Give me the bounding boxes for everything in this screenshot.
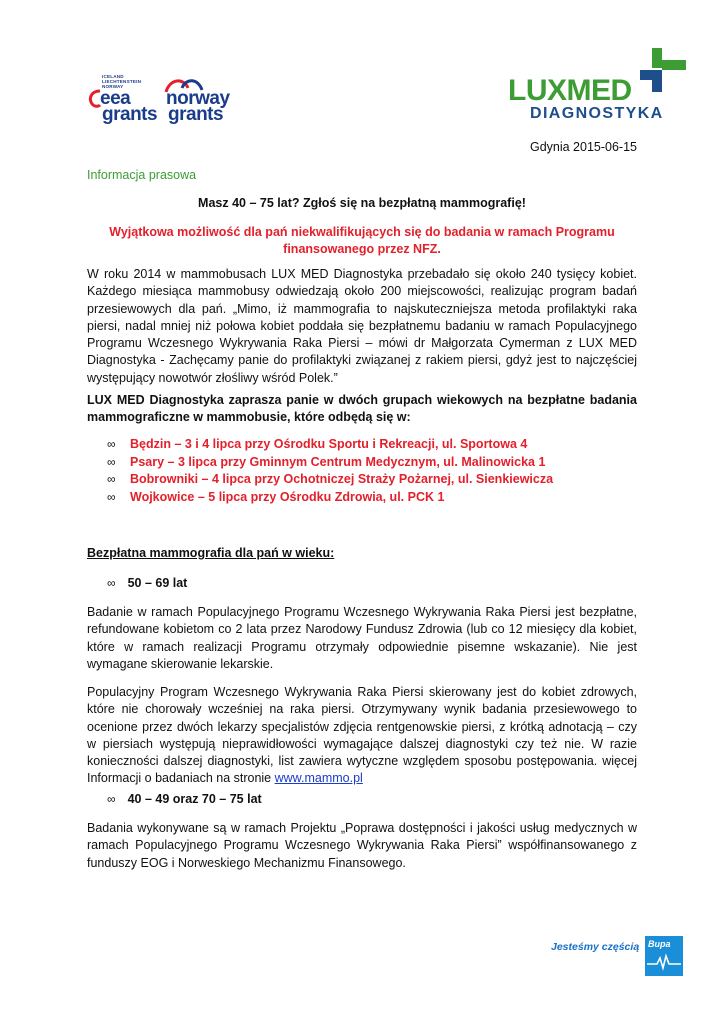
luxmed-subtitle: DIAGNOSTYKA — [530, 105, 664, 122]
age-group-label: 40 – 49 oraz 70 – 75 lat — [127, 792, 262, 806]
infinity-bullet-icon: ∞ — [107, 437, 116, 451]
invitation-paragraph: LUX MED Diagnostyka zaprasza panie w dwóch grupach wiekowych na bezpłatne badania mammograficzne w mammobusie, które odbędą się w: — [87, 393, 637, 425]
program-details-paragraph — [87, 684, 637, 788]
eea-country: ICELAND — [102, 74, 124, 79]
list-item — [107, 436, 553, 454]
footer-slogan: Jesteśmy częścią — [551, 941, 640, 953]
age-group-2 — [107, 792, 262, 806]
bupa-brand: Bupa — [648, 939, 671, 949]
age-group-1 — [107, 576, 187, 590]
norway-word: norway — [166, 88, 230, 109]
heartbeat-icon — [647, 952, 681, 972]
headline: Masz 40 – 75 lat? Zgłoś się na bezpłatną mammografię! — [198, 196, 526, 210]
infinity-bullet-icon: ∞ — [107, 472, 116, 487]
eea-country: NORWAY — [102, 84, 124, 89]
intro-paragraph: W roku 2014 w mammobusach LUX MED Diagnostyka przebadało się około 240 tysięcy kobiet. Każdego miesiąca mammobusy odwiedzają około 200 miejscowości, realizując program badań przesiewowych dla pań. „Mimo, iż mammografia to najskuteczniejsza metoda profilaktyki raka piersi, nadal mniej niż połowa kobiet poddała się bezpłatnemu badaniu w ramach Populacyjnego Programu Wczesnego Wykrywania Raka Piersi – mówi dr Małgorzata Cymerman z LUX MED Diagnostyka - Zachęcamy panie do profilaktyki związanej z rakiem piersi, gdyż jest to najczęściej występujący nowotwór złośliwy wśród Polek.” — [87, 267, 637, 385]
eea-grants-word: grants — [102, 104, 158, 125]
eea-word: eea — [100, 88, 131, 109]
document-date: Gdynia 2015-06-15 — [529, 140, 637, 154]
list-item — [107, 489, 553, 507]
luxmed-cross-icon — [640, 48, 686, 94]
location-text: Psary – 3 lipca przy Gminnym Centrum Medycznym, ul. Malinowicka 1 — [130, 454, 546, 469]
section-title: Bezpłatna mammografia dla pań w wieku: — [87, 546, 335, 560]
age-group-label: 50 – 69 lat — [127, 576, 188, 590]
infinity-bullet-icon: ∞ — [107, 489, 116, 504]
infinity-bullet-icon: ∞ — [107, 454, 116, 469]
infinity-bullet-icon: ∞ — [107, 792, 116, 806]
bupa-logo — [645, 936, 683, 976]
program-details-text: Populacyjny Program Wczesnego Wykrywania Raka Piersi skierowany jest do kobiet zdrowych, które nie chorowały wcześniej na raka piersi. Otrzymywany wynik badania przesiewowego to ocenione przez dwóch lekarzy specjalistów zdjęcia rentgenowskie piersi, z krótką adnotacją – czy w piersiach występują nieprawidłowości wymagające dalszej diagnostyki czy też nie. W razie konieczności dalszej diagnostyki, list zawiera wytyczne względem sposobu postępowania. więcej Informacji o badaniach na stronie — [87, 685, 637, 786]
mammo-link[interactable]: www.mammo.pl — [274, 771, 363, 786]
norway-grants-word: grants — [168, 104, 224, 125]
location-text: Bobrowniki – 4 lipca przy Ochotniczej Straży Pożarnej, ul. Sienkiewicza — [130, 472, 554, 487]
press-label: Informacja prasowa — [87, 168, 197, 182]
eea-countries — [102, 74, 141, 89]
luxmed-diagnostyka-logo — [508, 48, 688, 126]
location-text: Wojkowice – 5 lipca przy Ośrodku Zdrowia, ul. PCK 1 — [130, 489, 445, 504]
infinity-bullet-icon: ∞ — [107, 576, 116, 590]
list-item — [107, 471, 553, 489]
eea-country: LIECHTENSTEIN — [102, 79, 142, 84]
list-item — [107, 454, 553, 472]
subheadline: Wyjątkowa możliwość dla pań niekwalifikujących się do badania w ramach Programu finansowanego przez NFZ. — [109, 225, 615, 256]
luxmed-word: LUXMED — [508, 74, 632, 107]
program-paragraph: Badanie w ramach Populacyjnego Programu Wczesnego Wykrywania Raka Piersi jest bezpłatne, refundowane kobietom co 2 lata przez Narodowy Fundusz Zdrowia (lub co 12 miesięcy dla kobiet, które w ramach realizacji Programu otrzymały odpowiednie pisemne wskazanie). Nie jest wymagane skierowanie lekarskie. — [87, 605, 637, 671]
location-text: Będzin – 3 i 4 lipca przy Ośrodku Sportu i Rekreacji, ul. Sportowa 4 — [130, 437, 528, 451]
project-paragraph: Badania wykonywane są w ramach Projektu „Poprawa dostępności i jakości usług medycznych w ramach Populacyjnego Programu Wczesnego Wykrywania Raka Piersi” współfinansowanego z funduszy EOG i Norweskiego Mechanizmu Finansowego. — [87, 821, 637, 870]
eea-norway-grants-logo — [88, 74, 238, 128]
locations-list — [107, 436, 553, 506]
